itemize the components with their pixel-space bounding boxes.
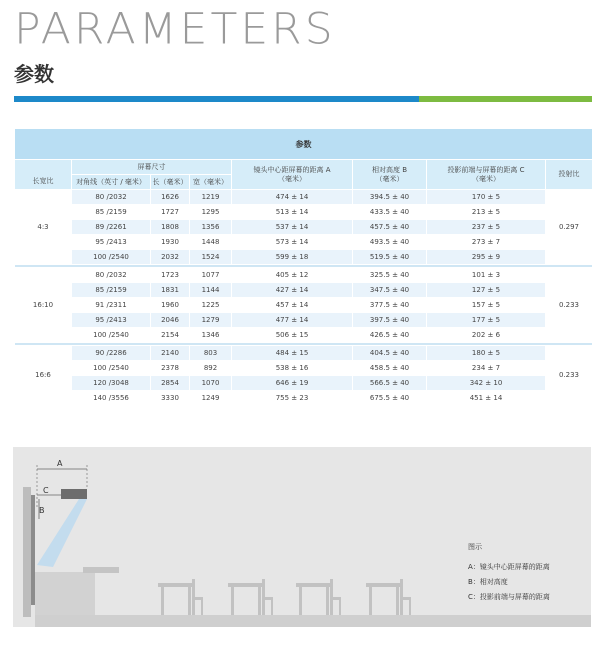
cell-wid: 892	[190, 361, 232, 376]
cell-diag: 95 /2413	[72, 313, 151, 328]
cell-c: 180 ± 5	[427, 346, 546, 361]
cell-diag: 100 /2540	[72, 361, 151, 376]
cell-diag: 120 /3048	[72, 376, 151, 391]
screen	[31, 495, 35, 605]
table-row	[15, 205, 593, 220]
cell-wid: 1448	[190, 235, 232, 250]
page-title-en: PARAMETERS	[14, 4, 336, 55]
cell-diag: 80 /2032	[72, 190, 151, 205]
cell-len: 1960	[151, 298, 190, 313]
cell-b: 566.5 ± 40	[353, 376, 427, 391]
col-height-b-unit: （毫米）	[375, 174, 404, 183]
legend-item-b: B：相对高度	[468, 578, 508, 586]
cell-c: 451 ± 14	[427, 391, 546, 406]
table-row	[15, 346, 593, 361]
cell-wid: 1295	[190, 205, 232, 220]
cell-c: 177 ± 5	[427, 313, 546, 328]
cell-diag: 85 /2159	[72, 205, 151, 220]
cell-c: 202 ± 6	[427, 328, 546, 343]
cell-len: 1930	[151, 235, 190, 250]
cell-c: 295 ± 9	[427, 250, 546, 265]
table-body	[15, 190, 593, 406]
cell-diag: 85 /2159	[72, 283, 151, 298]
cell-len: 2046	[151, 313, 190, 328]
legend-item-a: A：镜头中心距屏幕的距离	[468, 563, 550, 571]
cell-a: 755 ± 23	[232, 391, 353, 406]
cell-wid: 1077	[190, 268, 232, 283]
label-b: B	[39, 506, 45, 515]
cell-c: 157 ± 5	[427, 298, 546, 313]
table-row	[15, 220, 593, 235]
cell-c: 213 ± 5	[427, 205, 546, 220]
cell-wid: 1356	[190, 220, 232, 235]
cell-wid: 1070	[190, 376, 232, 391]
cell-c: 273 ± 7	[427, 235, 546, 250]
cell-diag: 89 /2261	[72, 220, 151, 235]
desk-set-1	[158, 579, 203, 615]
col-height-b-label: 相对高度 B	[371, 165, 408, 174]
table-row	[15, 313, 593, 328]
col-dist-c	[427, 160, 546, 190]
table-row	[15, 328, 593, 343]
cell-aspect: 16:10	[15, 268, 72, 343]
cell-b: 493.5 ± 40	[353, 235, 427, 250]
cell-b: 457.5 ± 40	[353, 220, 427, 235]
projection-beam	[37, 499, 87, 567]
col-dist-a	[232, 160, 353, 190]
cell-len: 2140	[151, 346, 190, 361]
cell-len: 2378	[151, 361, 190, 376]
cell-b: 433.5 ± 40	[353, 205, 427, 220]
cell-c: 101 ± 3	[427, 268, 546, 283]
cell-b: 377.5 ± 40	[353, 298, 427, 313]
floor	[35, 615, 591, 627]
cell-wid: 1346	[190, 328, 232, 343]
cell-wid: 1219	[190, 190, 232, 205]
col-dist-c-unit: （毫米）	[472, 174, 500, 183]
cell-aspect: 4:3	[15, 190, 72, 265]
cell-b: 347.5 ± 40	[353, 283, 427, 298]
cell-a: 537 ± 14	[232, 220, 353, 235]
cell-c: 342 ± 10	[427, 376, 546, 391]
desk-set-3	[296, 579, 341, 615]
page-title-cn: 参数	[14, 62, 54, 86]
cell-a: 405 ± 12	[232, 268, 353, 283]
cell-len: 1831	[151, 283, 190, 298]
cell-b: 325.5 ± 40	[353, 268, 427, 283]
cell-a: 573 ± 14	[232, 235, 353, 250]
cell-aspect: 16:6	[15, 346, 72, 406]
cell-len: 3330	[151, 391, 190, 406]
parameters-table	[14, 128, 593, 406]
cell-diag: 90 /2286	[72, 346, 151, 361]
table-title: 参数	[15, 129, 593, 160]
cell-len: 1727	[151, 205, 190, 220]
cell-b: 397.5 ± 40	[353, 313, 427, 328]
cell-len: 1723	[151, 268, 190, 283]
table-row	[15, 298, 593, 313]
cell-len: 1626	[151, 190, 190, 205]
col-height-b	[353, 160, 427, 190]
cell-c: 127 ± 5	[427, 283, 546, 298]
desks-and-chairs	[158, 579, 411, 615]
cell-a: 599 ± 18	[232, 250, 353, 265]
cell-a: 477 ± 14	[232, 313, 353, 328]
legend-item-c: C：投影前端与屏幕的距离	[468, 593, 550, 601]
desk-set-4	[366, 579, 411, 615]
cell-a: 474 ± 14	[232, 190, 353, 205]
cell-c: 170 ± 5	[427, 190, 546, 205]
cell-diag: 91 /2311	[72, 298, 151, 313]
col-aspect: 长宽比	[15, 160, 72, 190]
table-row	[15, 283, 593, 298]
cell-wid: 1225	[190, 298, 232, 313]
cell-ratio: 0.297	[546, 190, 593, 265]
cell-len: 1808	[151, 220, 190, 235]
col-screen-size: 屏幕尺寸	[72, 160, 232, 175]
cell-a: 513 ± 14	[232, 205, 353, 220]
installation-diagram-svg	[13, 447, 591, 627]
cell-wid: 1524	[190, 250, 232, 265]
cell-b: 519.5 ± 40	[353, 250, 427, 265]
cell-len: 2154	[151, 328, 190, 343]
cell-wid: 1279	[190, 313, 232, 328]
col-dist-a-label: 镜头中心距屏幕的距离 A	[253, 165, 331, 174]
table-row	[15, 376, 593, 391]
label-c: C	[43, 486, 49, 495]
cell-wid: 1249	[190, 391, 232, 406]
podium	[35, 572, 95, 617]
table-row	[15, 235, 593, 250]
desk-set-2	[228, 579, 273, 615]
cell-diag: 100 /2540	[72, 250, 151, 265]
cell-len: 2854	[151, 376, 190, 391]
cell-a: 506 ± 15	[232, 328, 353, 343]
wall	[23, 487, 31, 617]
cell-wid: 803	[190, 346, 232, 361]
cell-ratio: 0.233	[546, 346, 593, 406]
cell-a: 457 ± 14	[232, 298, 353, 313]
table-row	[15, 391, 593, 406]
cell-a: 427 ± 14	[232, 283, 353, 298]
cell-b: 675.5 ± 40	[353, 391, 427, 406]
table-row	[15, 268, 593, 283]
cell-c: 234 ± 7	[427, 361, 546, 376]
cell-a: 538 ± 16	[232, 361, 353, 376]
legend-title: 图示	[468, 543, 482, 551]
cell-a: 646 ± 19	[232, 376, 353, 391]
table-row	[15, 190, 593, 205]
table-row	[15, 361, 593, 376]
table-row	[15, 250, 593, 265]
projector	[61, 489, 87, 499]
cell-diag: 80 /2032	[72, 268, 151, 283]
cell-c: 237 ± 5	[427, 220, 546, 235]
col-length: 长（毫米）	[151, 175, 190, 190]
cell-diag: 100 /2540	[72, 328, 151, 343]
cell-b: 404.5 ± 40	[353, 346, 427, 361]
accent-bar-blue	[14, 96, 419, 102]
podium-top	[83, 567, 119, 573]
col-diagonal: 对角线（英寸 / 毫米）	[72, 175, 151, 190]
cell-ratio: 0.233	[546, 268, 593, 343]
col-width: 宽（毫米）	[190, 175, 232, 190]
col-dist-a-unit: （毫米）	[278, 174, 306, 183]
cell-b: 426.5 ± 40	[353, 328, 427, 343]
cell-b: 458.5 ± 40	[353, 361, 427, 376]
cell-len: 2032	[151, 250, 190, 265]
accent-bar-green	[419, 96, 592, 102]
cell-wid: 1144	[190, 283, 232, 298]
installation-diagram	[13, 447, 591, 627]
cell-diag: 95 /2413	[72, 235, 151, 250]
cell-diag: 140 /3556	[72, 391, 151, 406]
cell-a: 484 ± 15	[232, 346, 353, 361]
col-ratio: 投射比	[546, 160, 593, 190]
label-a: A	[57, 459, 63, 468]
col-dist-c-label: 投影前端与屏幕的距离 C	[447, 165, 525, 174]
cell-b: 394.5 ± 40	[353, 190, 427, 205]
